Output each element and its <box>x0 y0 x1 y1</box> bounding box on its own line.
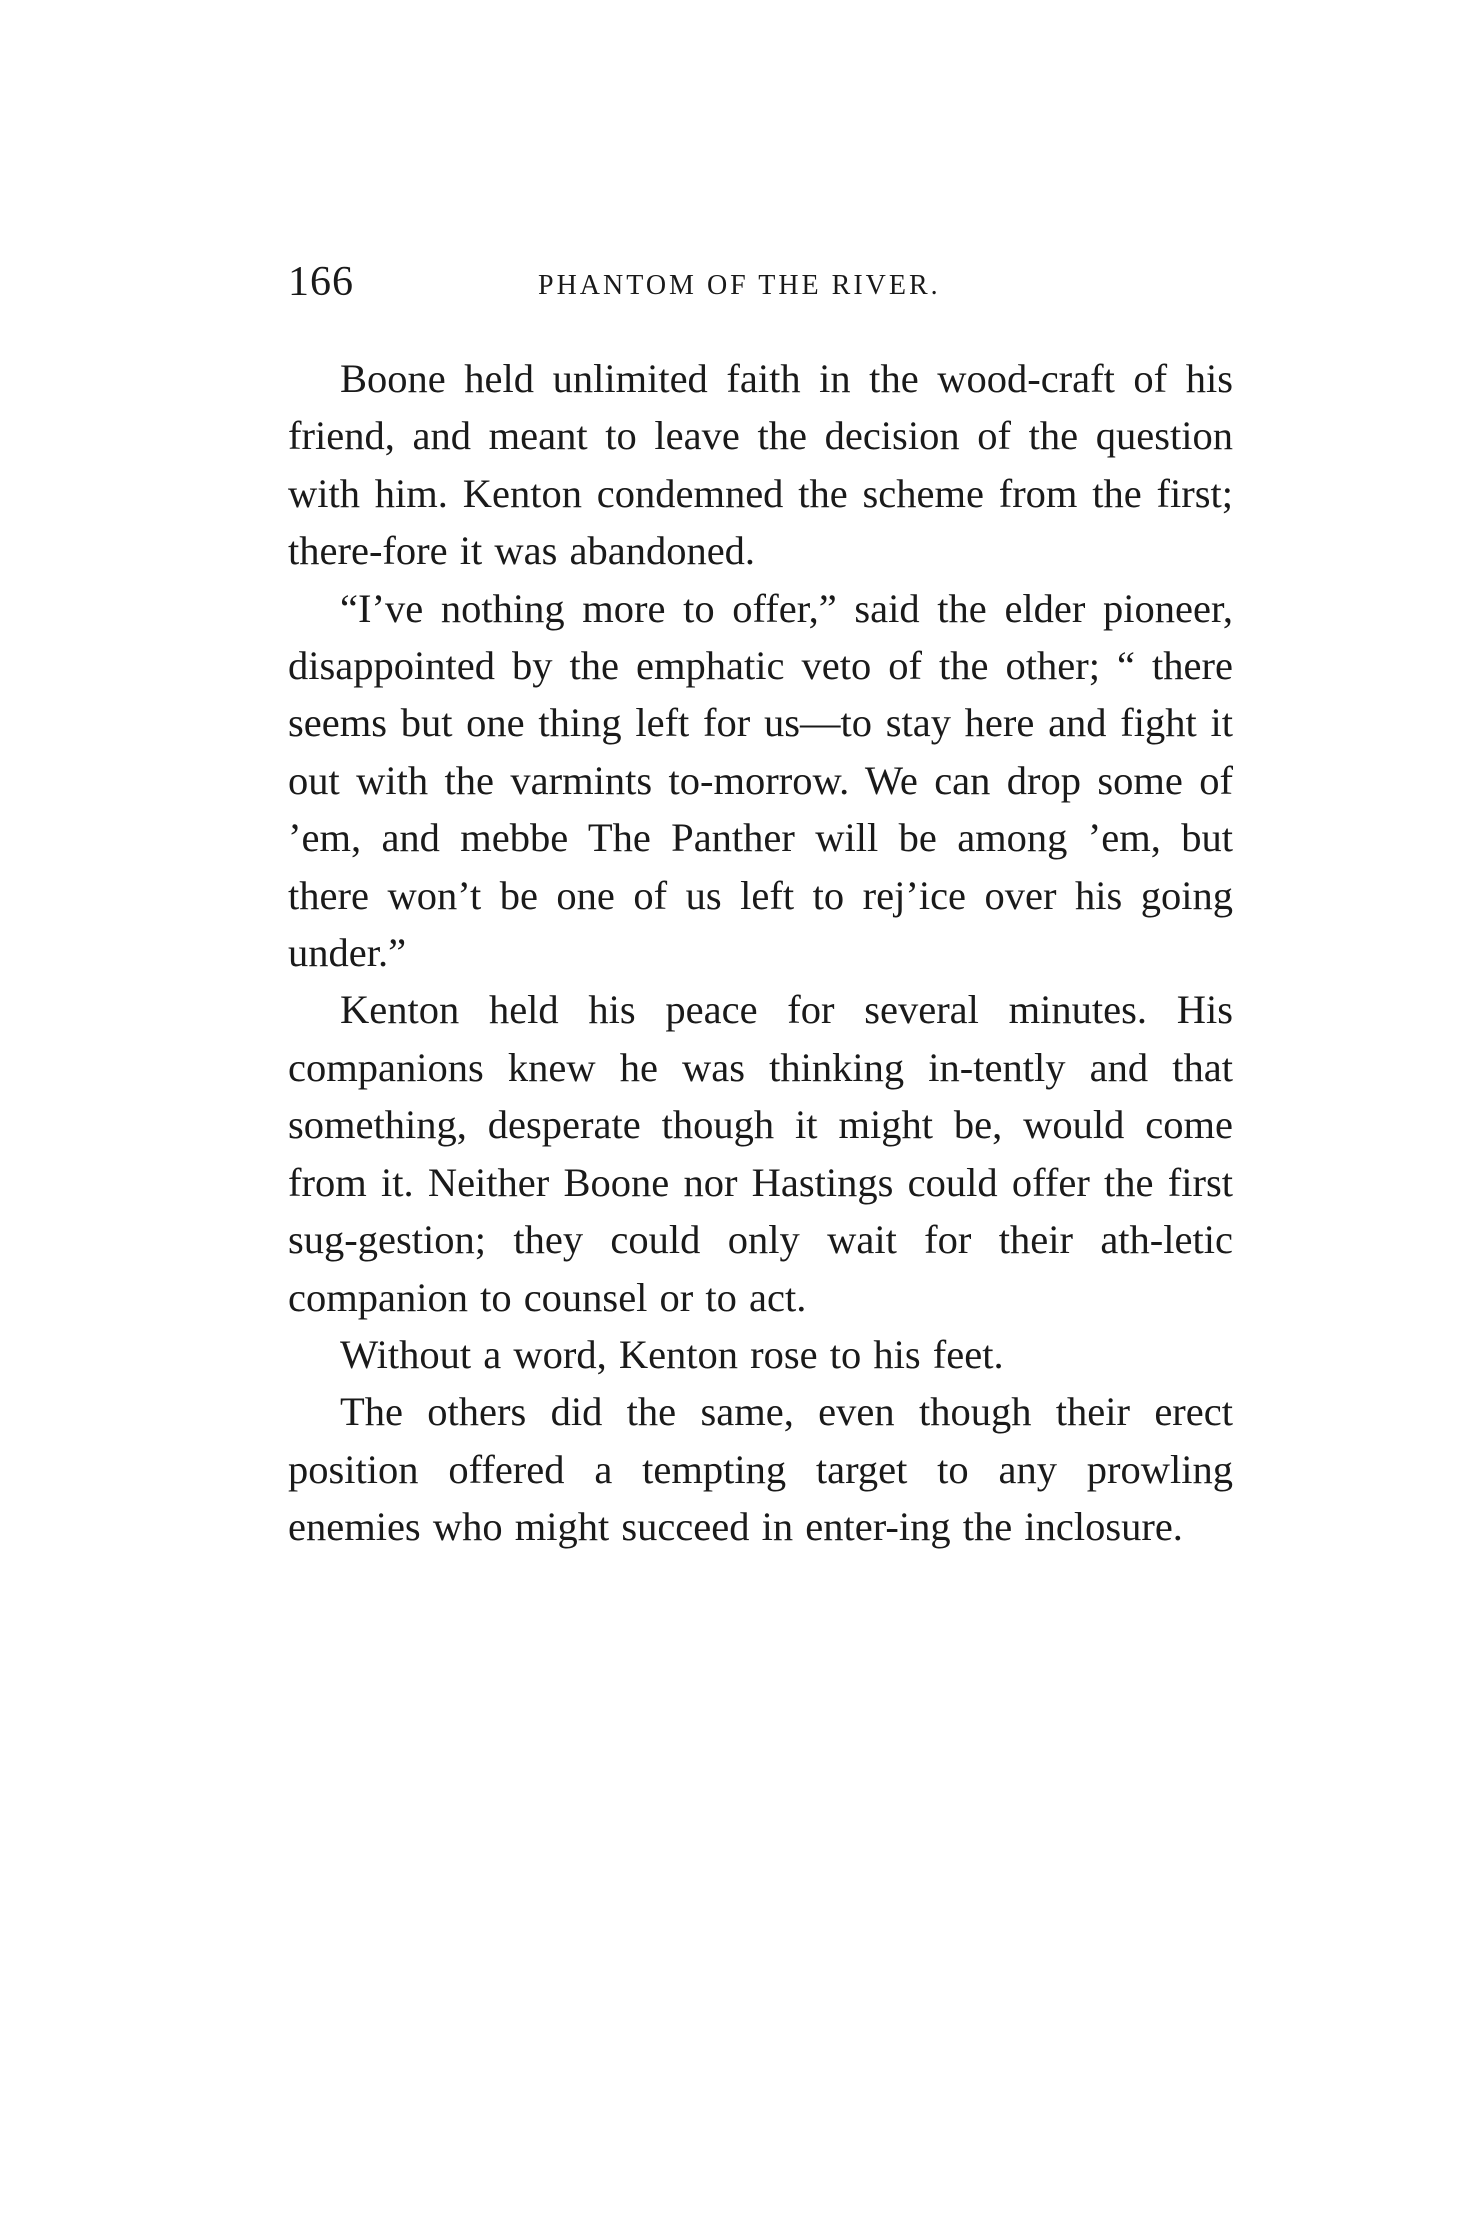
page-number: 166 <box>288 259 354 305</box>
paragraph: Boone held unlimited faith in the wood-craft of his friend, and meant to leave the decision of the question with him. Kenton condemned the scheme from the first; there-fore it was abandoned. <box>288 356 1233 574</box>
paragraph: “I’ve nothing more to offer,” said the elder pioneer, disappointed by the emphatic veto of the other; “ there seems but one thing left for us—to stay here and fight it out with the varmints to-morrow. We can drop some of ’em, and mebbe The Panther will be among ’em, but there won’t be one of us left to rej’ice over his going under.” <box>288 585 1233 976</box>
paragraph: Kenton held his peace for several minutes. His companions knew he was thinking in-tently and that something, desperate though it might be, would come from it. Neither Boone nor Hastings could offer the first sug-gestion; they could only wait for their ath-letic companion to counsel or to act. <box>288 987 1233 1320</box>
body-text <box>288 350 1233 1556</box>
paragraph: The others did the same, even though their erect position offered a tempting target to any prowling enemies who might succeed in enter-ing the inclosure. <box>288 1389 1233 1550</box>
paragraph: Without a word, Kenton rose to his feet. <box>340 1331 1004 1377</box>
running-head <box>288 258 1228 318</box>
running-title: PHANTOM OF THE RIVER. <box>538 270 941 301</box>
